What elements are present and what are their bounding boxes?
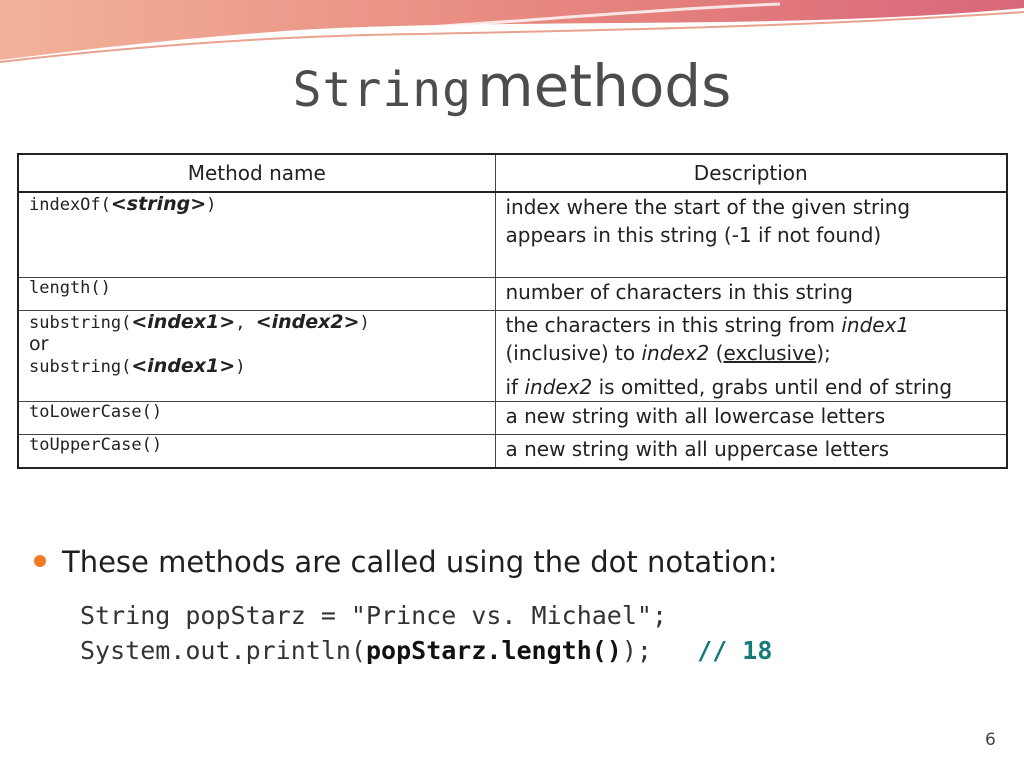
bullet-dot-icon bbox=[34, 555, 46, 567]
table-row bbox=[18, 278, 1007, 311]
description-cell: index where the start of the given string appears in this string (-1 if not found) bbox=[495, 192, 1007, 278]
code-line-1: String popStarz = "Prince vs. Michael"; bbox=[80, 601, 667, 630]
table-row bbox=[18, 435, 1007, 469]
description-cell: the characters in this string from index1 (inclusive) to index2 (exclusive); if index2 is omitted, grabs until end of string bbox=[495, 311, 1007, 402]
method-name-cell: length() bbox=[18, 278, 495, 311]
method-name-cell: toUpperCase() bbox=[18, 435, 495, 469]
slide-title bbox=[0, 52, 1024, 120]
table-header-row bbox=[18, 154, 1007, 192]
method-name-cell: substring(<index1>, <index2>) or substring(<index1>) bbox=[18, 311, 495, 402]
header-description: Description bbox=[495, 154, 1007, 192]
bullet-text: These methods are called using the dot notation: bbox=[62, 545, 778, 579]
header-method-name: Method name bbox=[18, 154, 495, 192]
page-number: 6 bbox=[985, 730, 996, 750]
or-label: or bbox=[29, 333, 49, 355]
title-mono-part: String bbox=[292, 62, 473, 118]
title-sans-part: methods bbox=[477, 52, 732, 120]
method-name-cell: toLowerCase() bbox=[18, 402, 495, 435]
code-example bbox=[80, 598, 772, 668]
method-name-cell: indexOf(<string>) bbox=[18, 192, 495, 278]
code-line-2: System.out.println(popStarz.length()); // 18 bbox=[80, 636, 773, 665]
description-cell: a new string with all uppercase letters bbox=[495, 435, 1007, 469]
string-methods-table bbox=[17, 153, 1008, 469]
description-cell: a new string with all lowercase letters bbox=[495, 402, 1007, 435]
table-row bbox=[18, 311, 1007, 402]
table-row bbox=[18, 402, 1007, 435]
bullet-point bbox=[34, 545, 778, 579]
code-comment: // 18 bbox=[697, 636, 773, 665]
table-row bbox=[18, 192, 1007, 278]
description-cell: number of characters in this string bbox=[495, 278, 1007, 311]
